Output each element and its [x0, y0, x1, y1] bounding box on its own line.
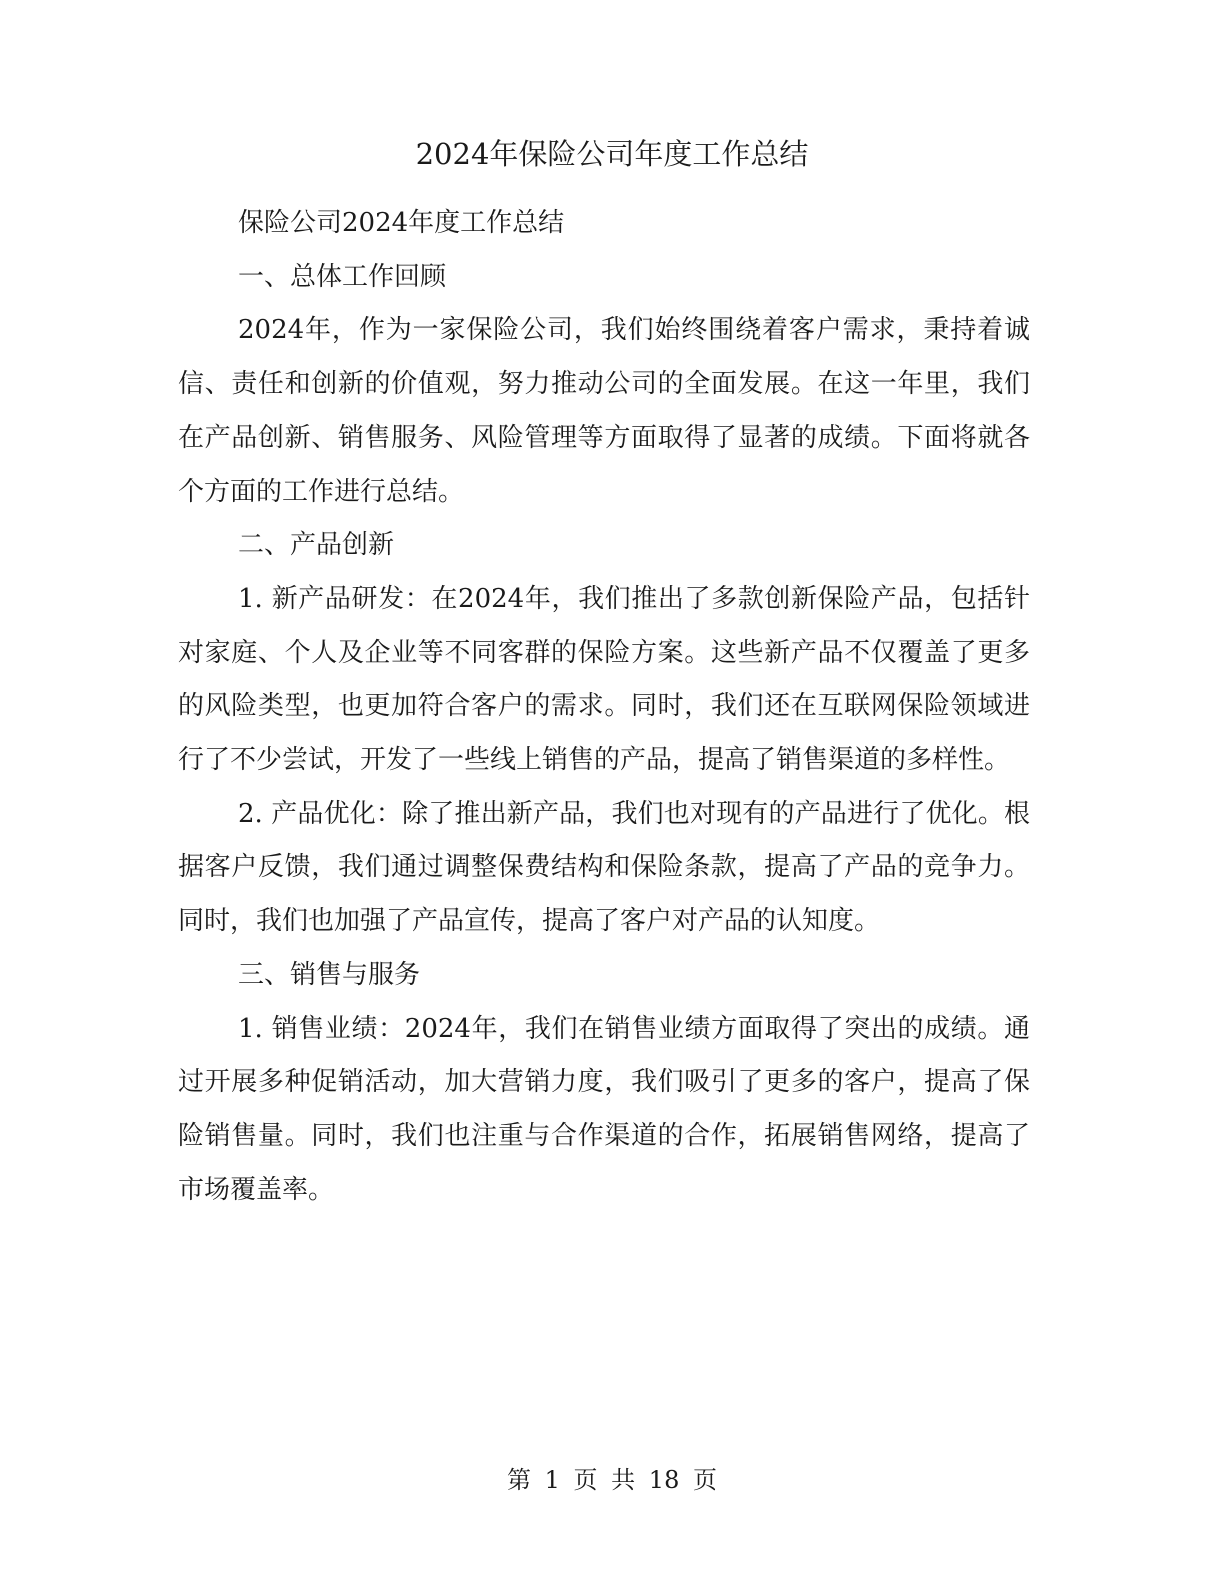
section-heading-overview: 一、总体工作回顾 — [238, 261, 447, 292]
overview-paragraph: 2024年，作为一家保险公司，我们始终围绕着客户需求，秉持着诚信、责任和创新的价值观，努力推动公司的全面发展。在这一年里，我们在产品创新、销售服务、风险管理等方面取得了显著的成绩。下面将就各个方面的工作进行总结。 — [178, 315, 1030, 507]
sales-performance-paragraph: 1. 销售业绩：2024年，我们在销售业绩方面取得了突出的成绩。通过开展多种促销活动，加大营销力度，我们吸引了更多的客户，提高了保险销售量。同时，我们也注重与合作渠道的合作，拓展销售网络，提高了市场覆盖率。 — [178, 1013, 1030, 1205]
subtitle-paragraph: 保险公司2024年度工作总结 — [238, 208, 565, 238]
document-title: 2024年保险公司年度工作总结 — [415, 137, 809, 171]
new-product-paragraph: 1. 新产品研发：在2024年，我们推出了多款创新保险产品，包括针对家庭、个人及企业等不同客群的保险方案。这些新产品不仅覆盖了更多的风险类型，也更加符合客户的需求。同时，我们还在互联网保险领域进行了不少尝试，开发了一些线上销售的产品，提高了销售渠道的多样性。 — [178, 583, 1030, 776]
document-body — [178, 197, 1030, 1217]
section-heading-sales-service: 三、销售与服务 — [238, 959, 421, 990]
product-optimization-paragraph: 2. 产品优化：除了推出新产品，我们也对现有的产品进行了优化。根据客户反馈，我们通过调整保费结构和保险条款，提高了产品的竞争力。同时，我们也加强了产品宣传，提高了客户对产品的认知度。 — [178, 798, 1030, 937]
section-heading-product-innovation: 二、产品创新 — [238, 530, 395, 561]
page-number-footer: 第 1 页 共 18 页 — [507, 1466, 717, 1494]
